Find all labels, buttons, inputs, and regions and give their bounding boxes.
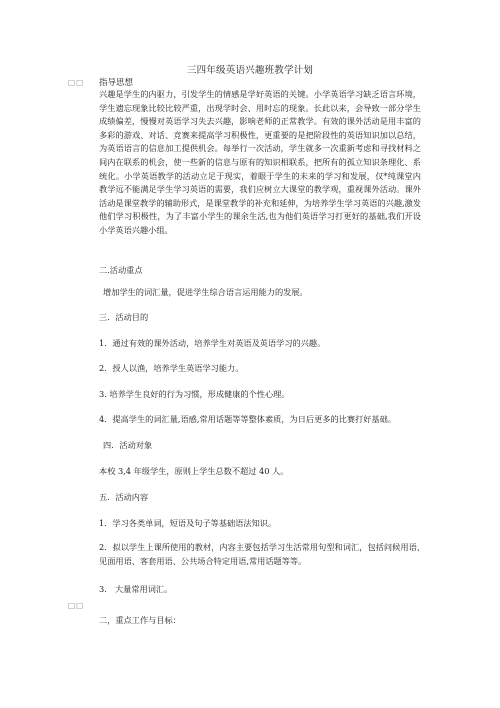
placeholder-glyph-2: □□	[68, 601, 85, 610]
document-title: 三四年级英语兴趣班教学计划	[186, 65, 314, 76]
section-body-activity-focus: 增加学生的词汇量，促进学生综合语言运用能力的发展。	[103, 287, 308, 297]
content-item-3: 3． 大量常用词汇。	[99, 584, 173, 594]
section-body-guiding-ideology: 兴趣是学生的内驱力，引发学生的情感是学好英语的关键。小学英语学习缺乏语言环境，学生遗忘现象比较比较严重，出现学时会、用时忘的现象。长此以来，会导致一部分学生成绩偏差，慢慢对英语学习失去兴趣，影响老师的正常教学。有效的课外活动是用丰富的多彩的游戏、对话、竞赛来提高学习积极性，更重要的是把阶段性的英语知识加以总结，为英语语言的信息加工提供机会。每举行一次活动，学生就多一次重新考虑和寻找材料之间内在联系的机会，使一些新的信息与原有的知识相联系，把所有的孤立知识条理化、系统化。小学英语教学的活动立足于现实，着眼于学生的未来的学习和发展，仅*纯课堂内教学远不能满足学生学习英语的需要，我们应树立大课堂的教学观，重视课外活动。课外活动是课堂教学的辅助形式，是课堂教学的补充和延伸，为培养学生学习英语的兴趣,激发他们学习积极性，为了丰富小学生的课余生活,也为他们英语学习打更好的基础,我们开设小学英语兴趣小组。	[99, 89, 421, 235]
goal-item-3: 3. 培养学生良好的行为习惯，形成健康的个性心理。	[99, 389, 290, 399]
section-heading-key-work-goals: 二，重点工作与目标：	[99, 615, 181, 625]
section-heading-activity-target: 四．活动对象	[103, 440, 153, 450]
section-heading-activity-focus: 二.活动重点	[99, 265, 143, 275]
section-heading-activity-purpose: 三．活动目的	[99, 312, 149, 322]
section-heading-guiding-ideology: 指导思想	[99, 78, 134, 88]
goal-item-4: 4．提高学生的词汇量,语感,常用话题等等整体素质，为日后更多的比赛打好基础。	[99, 414, 396, 424]
section-heading-activity-content: 五．活动内容	[99, 492, 149, 502]
goal-item-2: 2．授人以渔，培养学生英语学习能力。	[99, 363, 244, 373]
content-item-2: 2．拟以学生上课所使用的教材，内容主要包括学习生活常用句型和词汇，包括问候用语、见面用语、客套用语、公共场合特定用语,常用话题等等。	[99, 542, 425, 566]
section-body-activity-target: 本校 3,4 年级学生，原则上学生总数不超过 40 人。	[99, 466, 289, 476]
goal-item-1: 1．通过有效的课外活动，培养学生对英语及英语学习的兴趣。	[99, 338, 326, 348]
placeholder-glyph: □□	[68, 78, 85, 87]
content-item-1: 1．学习各类单词，短语及句子等基础语法知识。	[99, 518, 277, 528]
